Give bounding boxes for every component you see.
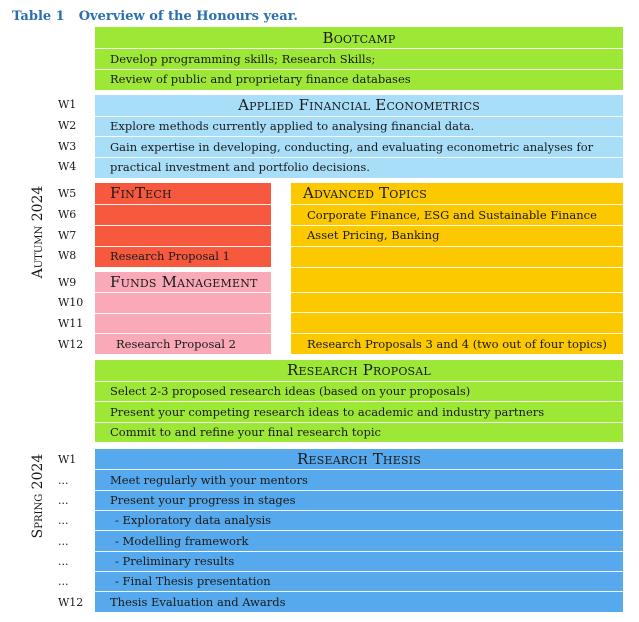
afe-block xyxy=(95,95,623,178)
week-label: W1 xyxy=(58,98,77,111)
fintech-proposal: Research Proposal 1 xyxy=(110,249,230,263)
thesis-row: - Preliminary results xyxy=(115,554,235,568)
thesis-row: Thesis Evaluation and Awards xyxy=(110,595,286,609)
research-proposal-row: Commit to and refine your final research topic xyxy=(110,425,381,439)
research-thesis-block xyxy=(95,449,623,612)
thesis-row: - Exploratory data analysis xyxy=(115,513,272,527)
week-label: ... xyxy=(58,535,69,548)
research-proposal-row: Present your competing research ideas to academic and industry partners xyxy=(110,405,545,419)
funds-proposal: Research Proposal 2 xyxy=(116,337,236,351)
season-autumn: Autumn 2024 xyxy=(30,185,46,279)
thesis-row: Present your progress in stages xyxy=(110,493,296,507)
table-title: Overview of the Honours year. xyxy=(78,9,298,24)
week-label: W9 xyxy=(58,276,77,289)
advanced-row: Asset Pricing, Banking xyxy=(307,228,440,242)
week-label: W4 xyxy=(58,160,77,173)
week-label: ... xyxy=(58,575,69,588)
thesis-row: - Modelling framework xyxy=(115,534,249,548)
week-label: W6 xyxy=(58,208,77,221)
season-spring: Spring 2024 xyxy=(30,453,46,539)
afe-row: practical investment and portfolio decisions. xyxy=(110,160,370,174)
week-label: W10 xyxy=(58,296,84,309)
week-label: W5 xyxy=(58,187,77,200)
week-label: W11 xyxy=(58,317,84,330)
week-label: W8 xyxy=(58,249,77,262)
week-label: W3 xyxy=(58,140,77,153)
bootcamp-row: Review of public and proprietary finance databases xyxy=(110,72,411,86)
bootcamp-title: Bootcamp xyxy=(322,29,396,47)
research-proposal-block xyxy=(95,360,623,442)
week-label: ... xyxy=(58,555,69,568)
week-label: W7 xyxy=(58,229,77,242)
funds-block xyxy=(95,272,271,354)
week-label: W1 xyxy=(58,453,77,466)
advanced-title: Advanced Topics xyxy=(303,184,427,202)
week-label: ... xyxy=(58,494,69,507)
table-caption xyxy=(12,9,298,24)
funds-title: Funds Management xyxy=(110,273,258,291)
advanced-proposal: Research Proposals 3 and 4 (two out of four topics) xyxy=(307,337,607,351)
week-label: W2 xyxy=(58,119,77,132)
table-label: Table 1 xyxy=(12,9,65,24)
advanced-row: Corporate Finance, ESG and Sustainable Finance xyxy=(307,208,597,222)
thesis-row: - Final Thesis presentation xyxy=(115,574,271,588)
fintech-title: FinTech xyxy=(110,184,172,202)
week-label: W12 xyxy=(58,596,84,609)
afe-title: Applied Financial Econometrics xyxy=(238,96,480,114)
research-thesis-title: Research Thesis xyxy=(297,450,421,468)
afe-row: Gain expertise in developing, conducting, and evaluating econometric analyses for xyxy=(110,140,594,154)
bootcamp-block xyxy=(95,27,623,90)
bootcamp-row: Develop programming skills; Research Skills; xyxy=(110,52,376,66)
fintech-block xyxy=(95,183,271,267)
research-proposal-title: Research Proposal xyxy=(287,361,431,379)
week-label: W12 xyxy=(58,338,84,351)
week-label: ... xyxy=(58,514,69,527)
thesis-row: Meet regularly with your mentors xyxy=(110,473,308,487)
afe-row: Explore methods currently applied to analysing financial data. xyxy=(110,119,475,133)
week-label: ... xyxy=(58,474,69,487)
advanced-block xyxy=(291,183,623,354)
research-proposal-row: Select 2-3 proposed research ideas (based on your proposals) xyxy=(110,384,471,398)
